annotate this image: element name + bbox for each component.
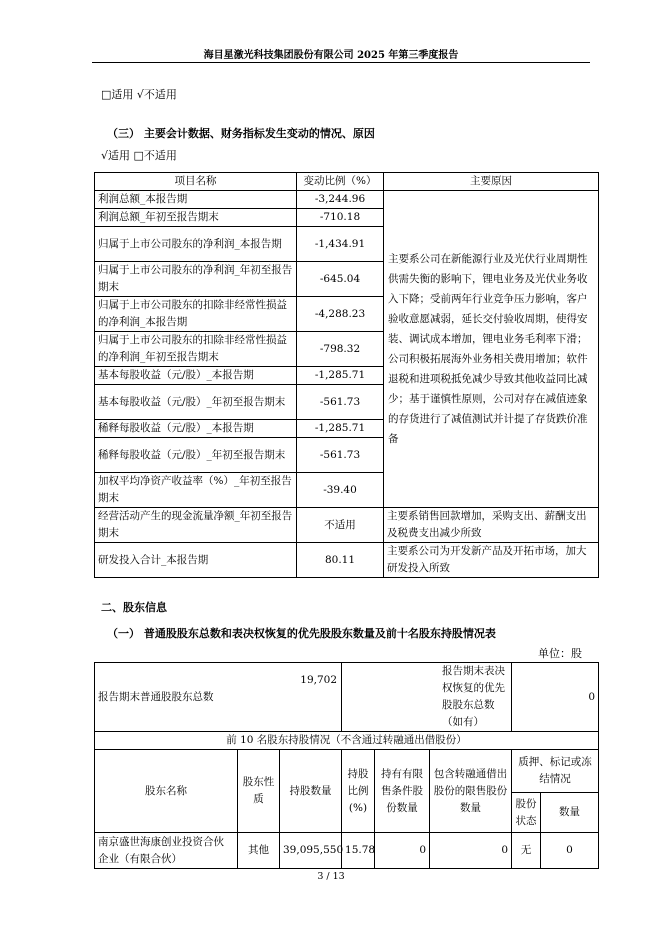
item-ratio: -1,285.71 bbox=[297, 367, 384, 385]
section-shareholder-subtitle: （一） 普通股股东总数和表决权恢复的优先股股东数量及前十名股东持股情况表 bbox=[107, 627, 496, 640]
shareholder-nature: 其他 bbox=[238, 833, 280, 869]
item-ratio: -710.18 bbox=[297, 209, 384, 227]
hdr-nature: 股东性质 bbox=[238, 750, 280, 833]
item-ratio: 不适用 bbox=[297, 508, 384, 543]
change-table bbox=[94, 172, 599, 578]
total-shareholders-value: 19,702 bbox=[300, 674, 338, 686]
hdr-pledge-qty: 数量 bbox=[541, 793, 599, 833]
item-name: 稀释每股收益（元/股）_本报告期 bbox=[95, 420, 297, 438]
page-header: 海目星激光科技集团股份有限公司 2025 年第三季度报告 bbox=[203, 50, 459, 61]
header-rule bbox=[92, 62, 590, 63]
hdr-qty: 持股数量 bbox=[280, 750, 342, 833]
total-shareholders-label: 报告期末普通股股东总数 bbox=[98, 690, 214, 703]
item-name: 基本每股收益（元/股）_年初至报告期末 bbox=[95, 385, 297, 420]
hdr-pledge-status: 股份状态 bbox=[512, 793, 541, 833]
item-name: 稀释每股收益（元/股）_年初至报告期末 bbox=[95, 438, 297, 473]
page-number: 3 / 13 bbox=[317, 871, 345, 882]
shareholder-restricted: 0 bbox=[375, 833, 430, 869]
item-name: 利润总额_年初至报告期末 bbox=[95, 209, 297, 227]
item-name: 研发投入合计_本报告期 bbox=[95, 543, 297, 578]
shareholder-pledge-qty: 0 bbox=[541, 833, 599, 869]
item-name: 加权平均净资产收益率（%）_年初至报告期末 bbox=[95, 473, 297, 508]
item-ratio: -1,285.71 bbox=[297, 420, 384, 438]
shareholder-table bbox=[94, 662, 599, 869]
item-name: 归属于上市公司股东的净利润_年初至报告期末 bbox=[95, 262, 297, 297]
hdr-lent: 包含转融通借出股份的限售股份数量 bbox=[430, 750, 512, 833]
hdr-name: 股东名称 bbox=[95, 750, 238, 833]
hdr-ratio: 持股比例(%) bbox=[342, 750, 375, 833]
hdr-pledge: 质押、标记或冻结情况 bbox=[512, 750, 599, 793]
applicability-2: √适用 □不适用 bbox=[101, 149, 177, 162]
col-header-ratio: 变动比例（%） bbox=[297, 173, 384, 191]
reason-rd: 主要系公司为开发新产品及开拓市场，加大研发投入所致 bbox=[384, 543, 599, 578]
item-ratio: -39.40 bbox=[297, 473, 384, 508]
item-ratio: -561.73 bbox=[297, 385, 384, 420]
item-ratio: -4,288.23 bbox=[297, 297, 384, 332]
shareholder-qty: 39,095,550 bbox=[280, 833, 342, 869]
item-ratio: -645.04 bbox=[297, 262, 384, 297]
hdr-restricted: 持有有限售条件股份数量 bbox=[375, 750, 430, 833]
top10-caption: 前 10 名股东持股情况（不含通过转融通出借股份） bbox=[95, 732, 599, 750]
reason-main: 主要系公司在新能源行业及光伏行业周期性供需失衡的影响下，锂电业务及光伏业务收入下降；受前两年行业竞争压力影响，客户验收意愿减弱，延长交付验收周期，使得安装、调试成本增加，锂电业务毛利率下滑；公司积极拓展海外业务相关费用增加；软件退税和进项税抵免减少导致其他收益同比减少；基于谨慎性原则，公司对存在减值迹象的存货进行了减值测试并计提了存货跌价准备 bbox=[384, 191, 599, 508]
unit-label: 单位：股 bbox=[538, 647, 582, 660]
col-header-reason: 主要原因 bbox=[384, 173, 599, 191]
shareholder-pledge-status: 无 bbox=[512, 833, 541, 869]
item-name: 归属于上市公司股东的净利润_本报告期 bbox=[95, 227, 297, 262]
item-name: 利润总额_本报告期 bbox=[95, 191, 297, 209]
item-ratio: -3,244.96 bbox=[297, 191, 384, 209]
shareholder-ratio: 15.78 bbox=[342, 833, 375, 869]
section-3-title: （三） 主要会计数据、财务指标发生变动的情况、原因 bbox=[107, 127, 375, 140]
item-name: 经营活动产生的现金流量净额_年初至报告期末 bbox=[95, 508, 297, 543]
item-ratio: 80.11 bbox=[297, 543, 384, 578]
item-name: 基本每股收益（元/股）_本报告期 bbox=[95, 367, 297, 385]
shareholder-name: 南京盛世海康创业投资合伙企业（有限合伙） bbox=[95, 833, 238, 869]
section-shareholder-title: 二、股东信息 bbox=[101, 601, 167, 614]
pref-shareholders-label: 报告期末表决权恢复的优先股股东总数（如有） bbox=[342, 663, 512, 732]
applicability-1: □适用 √不适用 bbox=[101, 88, 177, 101]
item-name: 归属于上市公司股东的扣除非经常性损益的净利润_本报告期 bbox=[95, 297, 297, 332]
item-name: 归属于上市公司股东的扣除非经常性损益的净利润_年初至报告期末 bbox=[95, 332, 297, 367]
item-ratio: -561.73 bbox=[297, 438, 384, 473]
shareholder-lent: 0 bbox=[430, 833, 512, 869]
col-header-item: 项目名称 bbox=[95, 173, 297, 191]
item-ratio: -1,434.91 bbox=[297, 227, 384, 262]
reason-cash: 主要系销售回款增加，采购支出、薪酬支出及税费支出减少所致 bbox=[384, 508, 599, 543]
total-shareholders-cell bbox=[95, 663, 342, 732]
item-ratio: -798.32 bbox=[297, 332, 384, 367]
pref-shareholders-value: 0 bbox=[512, 663, 599, 732]
